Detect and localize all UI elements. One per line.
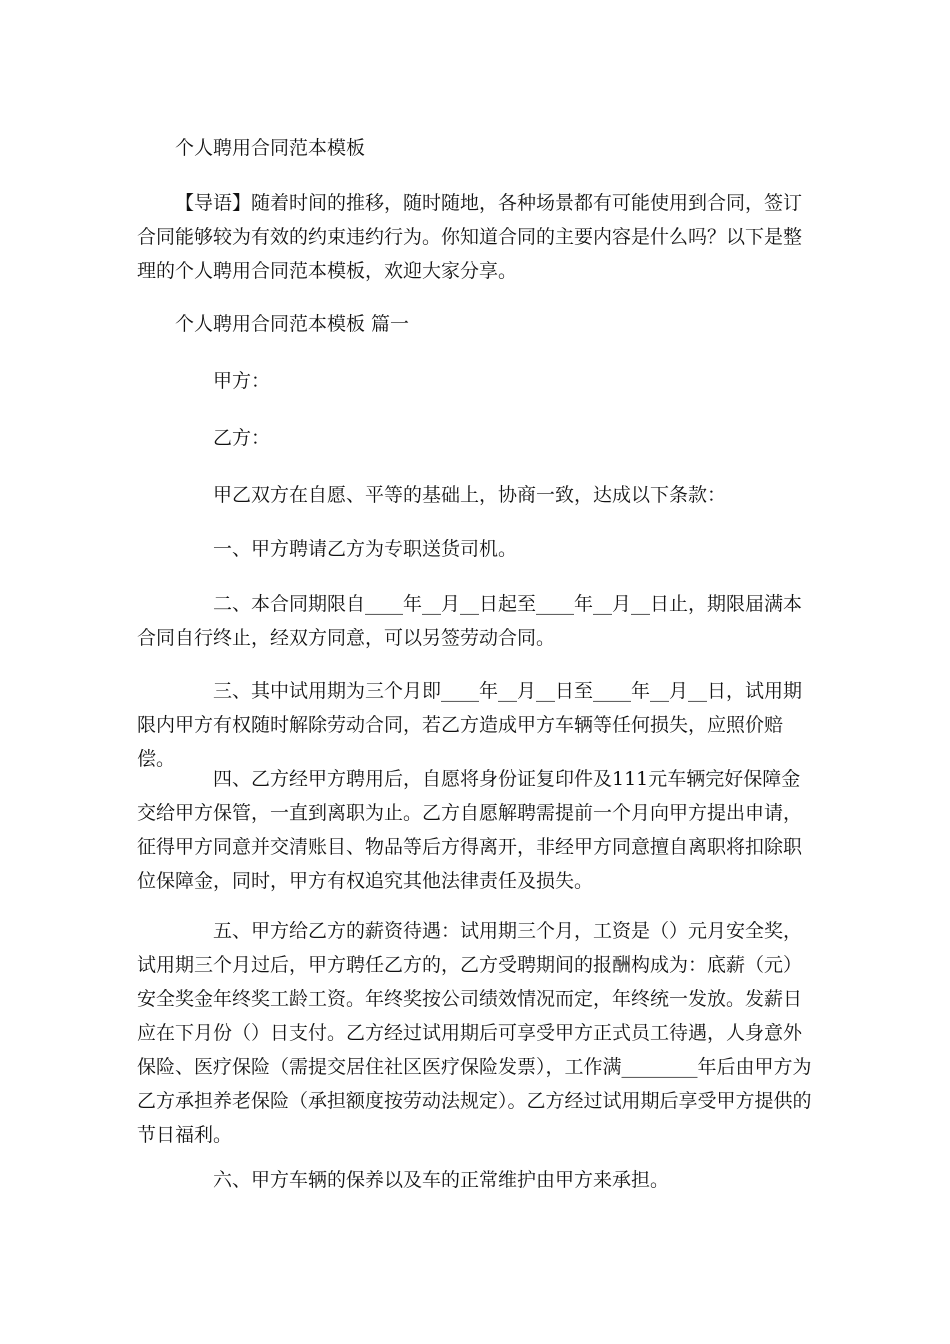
section-title: 个人聘用合同范本模板 篇一 xyxy=(175,313,410,335)
preamble-paragraph: 甲乙双方在自愿、平等的基础上，协商一致，达成以下条款： xyxy=(213,484,727,506)
clause-1: 一、甲方聘请乙方为专职送货司机。 xyxy=(213,538,518,560)
clause-4: 四、乙方经甲方聘用后，自愿将身份证复印件及111元车辆完好保障金交给甲方保管，一直到离职为止。乙方自愿解聘需提前一个月向甲方提出申请，征得甲方同意并交清账目、物品等后方得离开，非经甲方同意擅自离职将扣除职位保障金，同时，甲方有权追究其他法律责任及损失。 xyxy=(137,768,803,892)
party-b-label: 乙方： xyxy=(213,427,271,449)
clause-2: 二、本合同期限自____年__月__日起至____年__月__日止，期限届满本合同自行终止，经双方同意，可以另签劳动合同。 xyxy=(137,593,803,649)
party-a-label: 甲方： xyxy=(213,370,271,392)
intro-paragraph: 【导语】随着时间的推移，随时随地，各种场景都有可能使用到合同，签订合同能够较为有效的约束违约行为。你知道合同的主要内容是什么吗？以下是整理的个人聘用合同范本模板，欢迎大家分享。 xyxy=(137,192,803,282)
clause-6: 六、甲方车辆的保养以及车的正常维护由甲方来承担。 xyxy=(213,1169,670,1191)
clause-3: 三、其中试用期为三个月即____年__月__日至____年__月__日，试用期限内甲方有权随时解除劳动合同，若乙方造成甲方车辆等任何损失，应照价赔偿。 xyxy=(137,680,803,770)
clause-5: 五、甲方给乙方的薪资待遇：试用期三个月，工资是（）元月安全奖，试用期三个月过后，甲方聘任乙方的，乙方受聘期间的报酬构成为：底薪（元）安全奖金年终奖工龄工资。年终奖按公司绩效情况而定，年终统一发放。发薪日应在下月份（）日支付。乙方经过试用期后可享受甲方正式员工待遇，人身意外保险、医疗保险（需提交居住社区医疗保险发票），工作满________年后由甲方为乙方承担养老保险（承担额度按劳动法规定）。乙方经过试用期后享受甲方提供的节日福利。 xyxy=(137,920,812,1146)
document-title: 个人聘用合同范本模板 xyxy=(175,137,366,159)
